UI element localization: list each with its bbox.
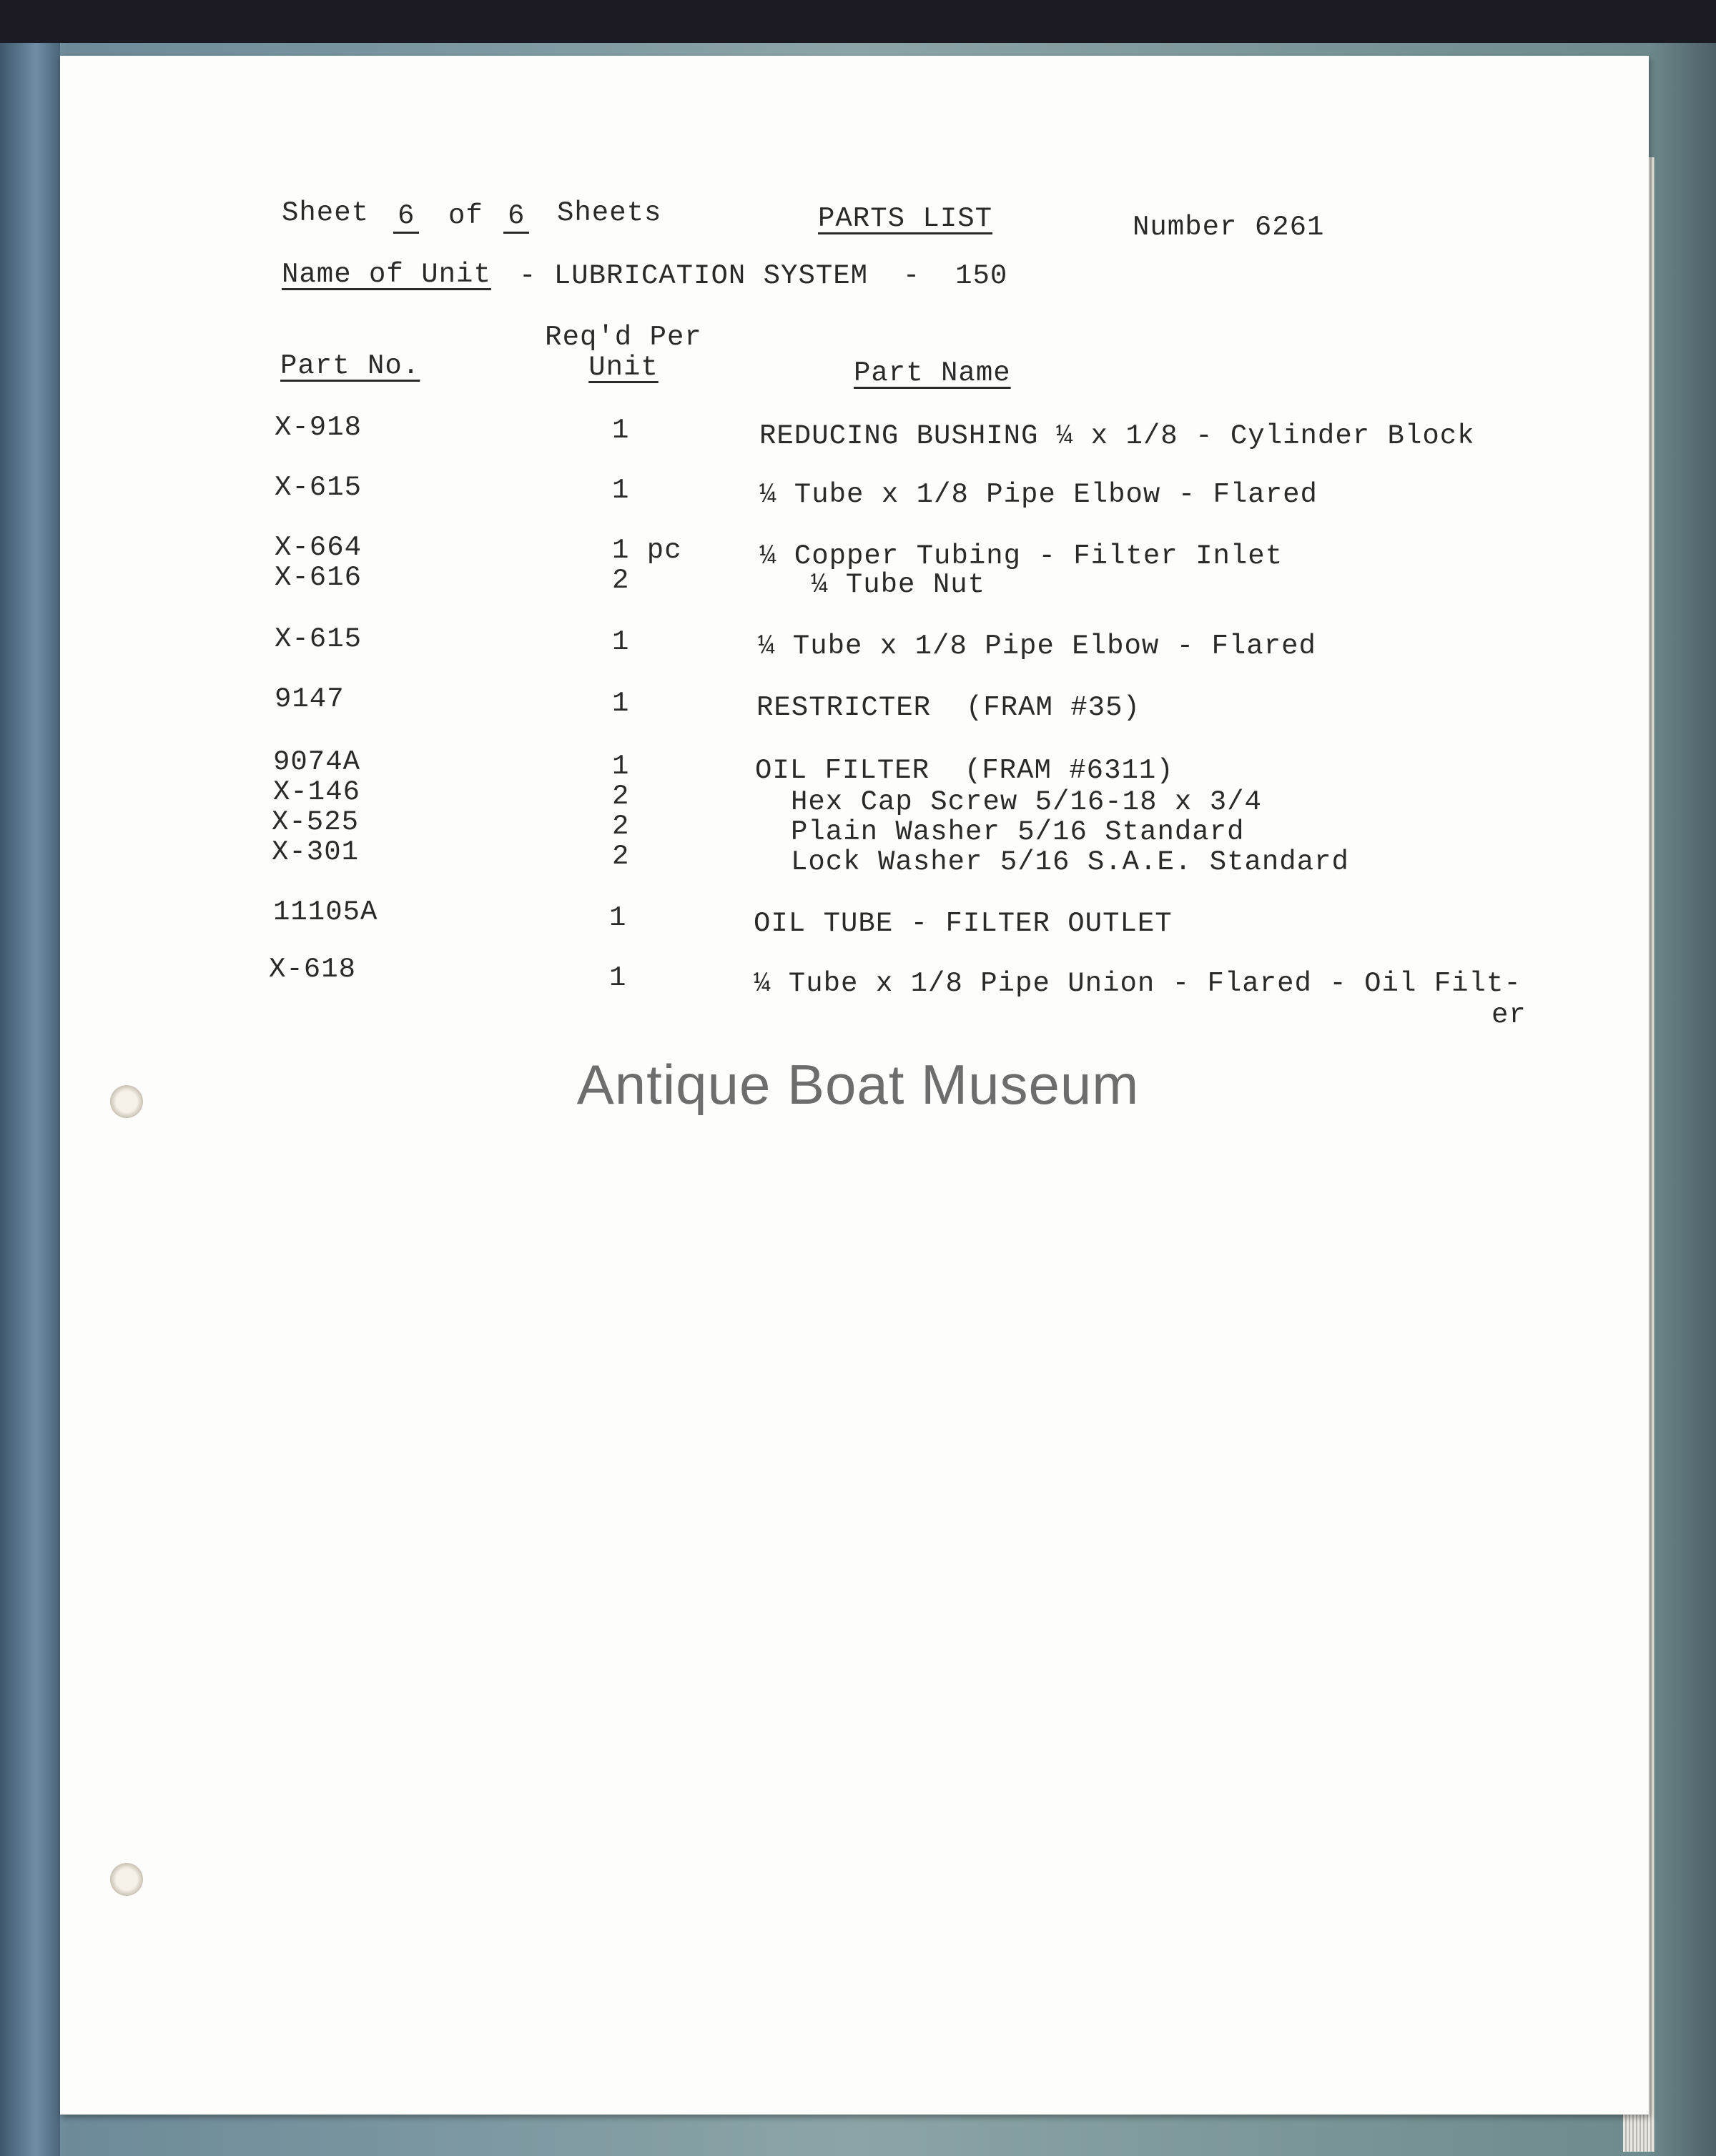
part-number: 11105A xyxy=(273,896,378,928)
part-name: RESTRICTER (FRAM #35) xyxy=(756,692,1140,723)
column-header-part-name: Part Name xyxy=(854,357,1011,389)
part-name: OIL FILTER (FRAM #6311) xyxy=(755,755,1174,786)
watermark: Antique Boat Museum xyxy=(576,1053,1140,1116)
part-name: ¼ Tube Nut xyxy=(811,569,986,600)
unit-value: - LUBRICATION SYSTEM - 150 xyxy=(519,260,1008,292)
part-name: ¼ Tube x 1/8 Pipe Union - Flared - Oil Filt- xyxy=(754,968,1522,999)
punch-hole-icon xyxy=(110,1863,143,1896)
part-name-continuation: er xyxy=(1491,999,1527,1031)
part-quantity: 2 xyxy=(612,811,630,842)
sheet-label: Sheet xyxy=(282,197,370,229)
part-name: ¼ Tube x 1/8 Pipe Elbow - Flared xyxy=(758,631,1316,662)
part-quantity: 1 xyxy=(612,751,630,782)
column-header-part-no: Part No. xyxy=(280,350,420,382)
sheets-label: Sheets xyxy=(557,197,662,229)
part-number: X-918 xyxy=(275,412,363,443)
part-quantity: 1 xyxy=(612,688,630,719)
part-number: X-616 xyxy=(275,562,363,593)
part-name: Hex Cap Screw 5/16-18 x 3/4 xyxy=(791,786,1262,818)
of-label: of xyxy=(448,200,483,232)
sheet-total: 6 xyxy=(503,200,529,234)
part-name: OIL TUBE - FILTER OUTLET xyxy=(754,908,1173,939)
part-quantity: 1 xyxy=(609,962,627,994)
part-number: X-664 xyxy=(275,532,363,563)
part-quantity: 2 xyxy=(612,841,630,872)
part-number: X-615 xyxy=(275,623,363,655)
part-quantity: 1 xyxy=(609,902,627,934)
part-number: X-146 xyxy=(273,776,361,808)
part-name: Lock Washer 5/16 S.A.E. Standard xyxy=(791,846,1349,878)
part-quantity: 1 xyxy=(612,415,630,446)
part-number: X-525 xyxy=(272,806,360,838)
column-header-reqd-line1: Req'd Per xyxy=(545,322,702,353)
part-number: X-618 xyxy=(269,954,357,985)
part-quantity: 1 xyxy=(612,626,630,658)
part-quantity: 2 xyxy=(612,565,630,596)
part-quantity: 2 xyxy=(612,781,630,812)
part-number: X-615 xyxy=(275,472,363,503)
part-name: Plain Washer 5/16 Standard xyxy=(791,816,1245,848)
unit-label: Name of Unit xyxy=(282,259,491,290)
part-name: ¼ Copper Tubing - Filter Inlet xyxy=(759,540,1283,572)
part-name: REDUCING BUSHING ¼ x 1/8 - Cylinder Block xyxy=(759,420,1475,452)
part-number: X-301 xyxy=(272,836,360,868)
document-number: Number 6261 xyxy=(1133,212,1325,243)
part-quantity: 1 pc xyxy=(612,535,682,566)
part-name: ¼ Tube x 1/8 Pipe Elbow - Flared xyxy=(759,479,1318,510)
document-title: PARTS LIST xyxy=(818,203,993,234)
part-quantity: 1 xyxy=(612,475,630,506)
sheet-number: 6 xyxy=(393,200,419,234)
part-number: 9074A xyxy=(273,746,361,778)
column-header-reqd-line2: Unit xyxy=(588,352,659,383)
part-number: 9147 xyxy=(275,683,345,715)
